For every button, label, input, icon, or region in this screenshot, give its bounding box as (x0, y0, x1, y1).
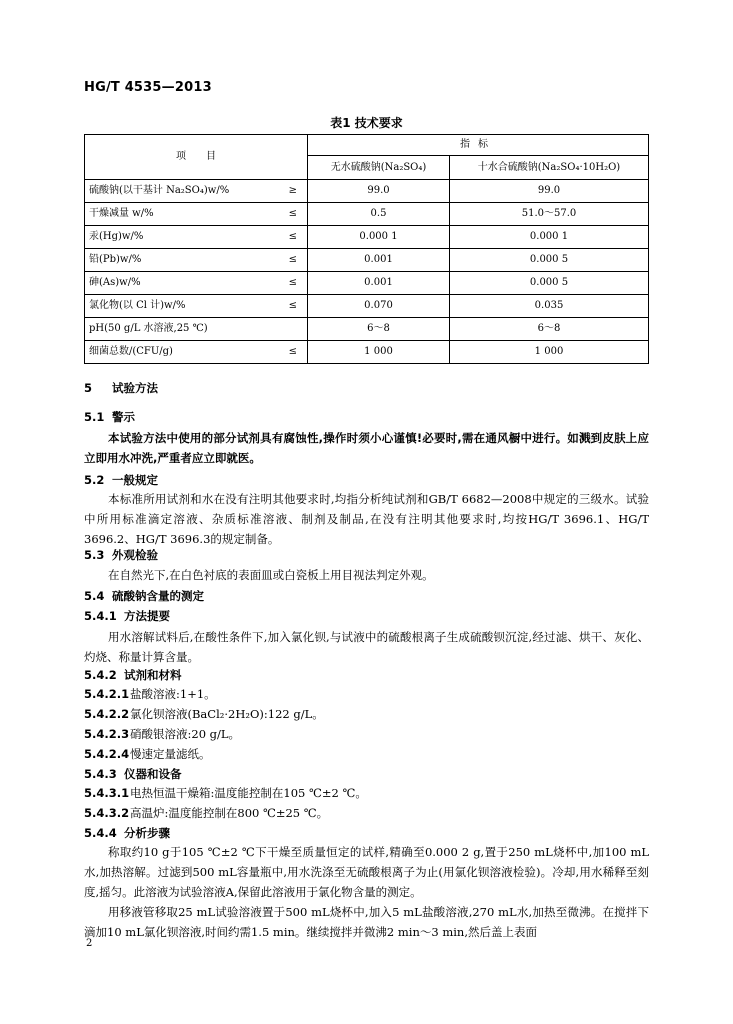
table-cell-anhydrous-value: 0.001 (308, 272, 450, 295)
table-cell-item-name: pH(50 g/L 水溶液,25 ℃) (85, 318, 270, 341)
section-5-2-heading: 5.2 一般规定 (84, 473, 159, 487)
equipment-item: 5.4.3.1电热恒温干燥箱:温度能控制在105 ℃±2 ℃。 (84, 786, 367, 800)
table-cell-operator: ≥ (270, 180, 308, 203)
table-cell-item-name: 砷(As)w/% (85, 272, 270, 295)
table-cell-operator: ≤ (270, 203, 308, 226)
table-row (85, 203, 649, 226)
section-5-4-3-heading: 5.4.3 仪器和设备 (84, 767, 182, 781)
table-row (85, 341, 649, 364)
table-row (85, 226, 649, 249)
table-cell-decahydrate-value: 0.000 5 (450, 272, 649, 295)
reagent-item: 5.4.2.4慢速定量滤纸。 (84, 747, 211, 761)
section-5-1-heading: 5.1 警示 (84, 410, 136, 424)
table-row (85, 249, 649, 272)
section-5-3-heading: 5.3 外观检验 (84, 548, 159, 562)
table-cell-operator (270, 318, 308, 341)
table-cell-decahydrate-value: 0.035 (450, 295, 649, 318)
table-cell-anhydrous-value: 0.070 (308, 295, 450, 318)
table-header-item: 项 目 (85, 135, 308, 180)
table-row (85, 295, 649, 318)
table-cell-operator: ≤ (270, 341, 308, 364)
page-number: 2 (86, 938, 93, 949)
procedure-paragraph-1: 称取约10 g于105 ℃±2 ℃下干燥至质量恒定的试样,精确至0.000 2 g,置于250 mL烧杯中,加100 mL水,加热溶解。过滤到500 mL容量瓶中,用水洗涤至无硫酸根离子为止(用氯化钡溶液检验)。冷却,用水稀释至刻度,摇匀。此溶液为试验溶液A,保留此溶液用于氯化物含量的测定。 (84, 845, 649, 899)
reagent-item: 5.4.2.1盐酸溶液:1+1。 (84, 687, 216, 701)
technical-requirements-table (84, 134, 649, 364)
table-row (85, 318, 649, 341)
table-cell-operator: ≤ (270, 295, 308, 318)
table-cell-item-name: 硫酸钠(以干基计 Na₂SO₄)w/% (85, 180, 270, 203)
standard-code: HG/T 4535—2013 (84, 80, 212, 95)
table-cell-item-name: 细菌总数/(CFU/g) (85, 341, 270, 364)
table-cell-decahydrate-value: 1 000 (450, 341, 649, 364)
section-5-heading: 5 试验方法 (84, 381, 159, 395)
table-row (85, 180, 649, 203)
table-cell-decahydrate-value: 0.000 1 (450, 226, 649, 249)
table-header-anhydrous: 无水硫酸钠(Na₂SO₄) (308, 156, 450, 180)
table-cell-anhydrous-value: 6～8 (308, 318, 450, 341)
table-header-decahydrate: 十水合硫酸钠(Na₂SO₄·10H₂O) (450, 156, 649, 180)
table-cell-anhydrous-value: 99.0 (308, 180, 450, 203)
table-cell-item-name: 铅(Pb)w/% (85, 249, 270, 272)
equipment-item: 5.4.3.2高温炉:温度能控制在800 ℃±25 ℃。 (84, 806, 329, 820)
table-cell-operator: ≤ (270, 272, 308, 295)
appearance-test-text: 在自然光下,在白色衬底的表面皿或白瓷板上用目视法判定外观。 (108, 568, 434, 582)
table-cell-item-name: 氯化物(以 Cl 计)w/% (85, 295, 270, 318)
section-5-4-heading: 5.4 硫酸钠含量的测定 (84, 589, 205, 603)
method-summary-text: 用水溶解试料后,在酸性条件下,加入氯化钡,与试液中的硫酸根离子生成硫酸钡沉淀,经过滤、烘干、灰化、灼烧、称量计算含量。 (84, 630, 649, 664)
table-cell-anhydrous-value: 0.5 (308, 203, 450, 226)
table-cell-operator: ≤ (270, 226, 308, 249)
table-cell-decahydrate-value: 51.0～57.0 (450, 203, 649, 226)
table-cell-decahydrate-value: 6～8 (450, 318, 649, 341)
table-cell-item-name: 干燥减量 w/% (85, 203, 270, 226)
table-cell-anhydrous-value: 0.001 (308, 249, 450, 272)
table-row (85, 272, 649, 295)
reagent-item: 5.4.2.3硝酸银溶液:20 g/L。 (84, 727, 241, 741)
reagent-item: 5.4.2.2氯化钡溶液(BaCl₂·2H₂O):122 g/L。 (84, 707, 324, 721)
general-provisions-text: 本标准所用试剂和水在没有注明其他要求时,均指分析纯试剂和GB/T 6682—2008中规定的三级水。试验中所用标准滴定溶液、杂质标准溶液、制剂及制品,在没有注明其他要求时,均按HG/T 3696.1、HG/T 3696.2、HG/T 3696.3的规定制备。 (84, 492, 649, 546)
table-cell-item-name: 汞(Hg)w/% (85, 226, 270, 249)
table-cell-decahydrate-value: 0.000 5 (450, 249, 649, 272)
section-5-4-4-heading: 5.4.4 分析步骤 (84, 826, 171, 840)
table-cell-anhydrous-value: 1 000 (308, 341, 450, 364)
procedure-paragraph-2: 用移液管移取25 mL试验溶液置于500 mL烧杯中,加入5 mL盐酸溶液,270 mL水,加热至微沸。在搅拌下滴加10 mL氯化钡溶液,时间约需1.5 min。继续搅拌并微沸2 min～3 min,然后盖上表面 (84, 905, 649, 939)
table-caption: 表1 技术要求 (330, 116, 403, 130)
table-header-indicator: 指标 (308, 135, 649, 156)
table-cell-anhydrous-value: 0.000 1 (308, 226, 450, 249)
table-cell-decahydrate-value: 99.0 (450, 180, 649, 203)
warning-text: 本试验方法中使用的部分试剂具有腐蚀性,操作时须小心谨慎!必要时,需在通风橱中进行。如溅到皮肤上应立即用水冲洗,严重者应立即就医。 (84, 431, 649, 465)
table-cell-operator: ≤ (270, 249, 308, 272)
section-5-4-2-heading: 5.4.2 试剂和材料 (84, 668, 182, 682)
section-5-4-1-heading: 5.4.1 方法提要 (84, 609, 171, 623)
